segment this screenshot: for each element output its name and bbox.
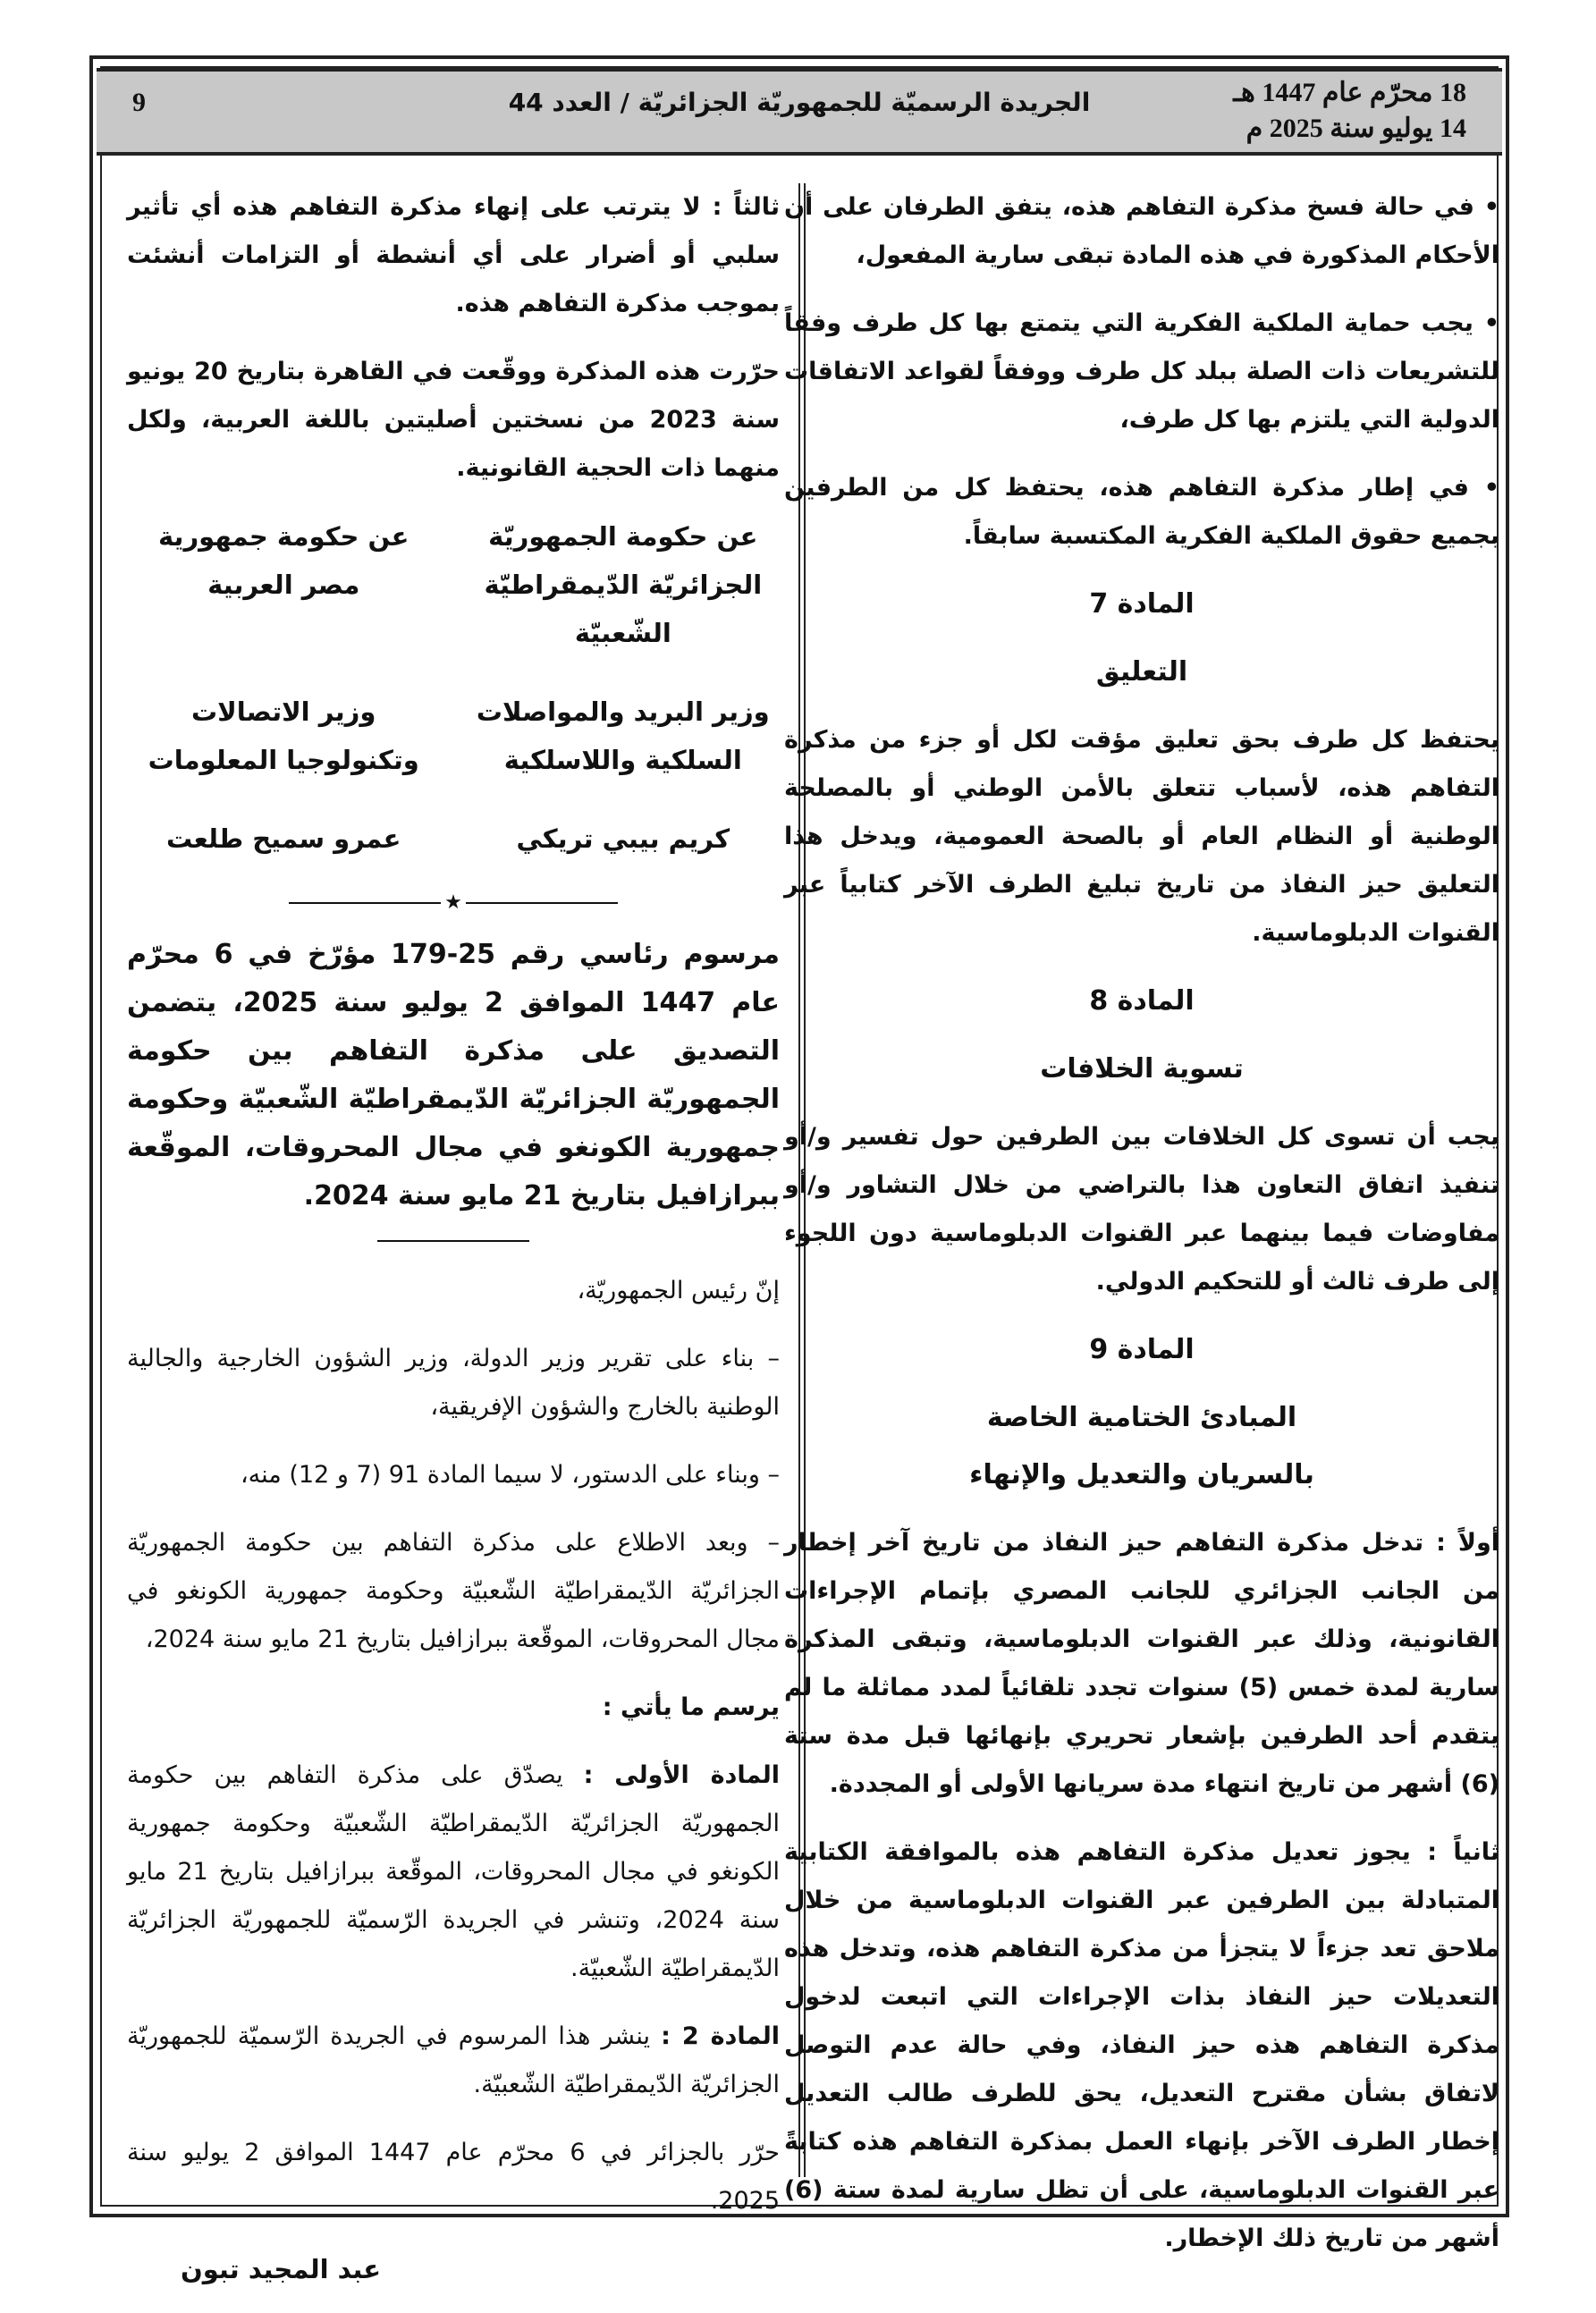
signatories-governments <box>127 512 780 657</box>
article-1-lead: المادة الأولى : <box>583 1761 780 1789</box>
article-9-number: المادة 9 <box>1089 1334 1195 1365</box>
signatory-algeria-minister: وزير البريد والمواصلات السلكية واللاسلكية <box>476 696 770 775</box>
right-column <box>784 183 1499 2283</box>
article-8-title: تسوية الخلافات <box>1040 1053 1244 1085</box>
decree-title: مرسوم رئاسي رقم 25-179 مؤرّخ في 6 محرّم عام 1447 الموافق 2 يوليو سنة 2025، يتضمن التصديق على مذكرة التفاهم بين حكومة الجمهوريّة الجزائريّة الدّيمقراطيّة الشّعبيّة وحكومة جمهورية الكونغو في مجال المحروقات، الموقّعة ببرازافيل بتاريخ 21 مايو سنة 2024. <box>127 939 780 1211</box>
article-1-text: يصدّق على مذكرة التفاهم بين حكومة الجمهوريّة الجزائريّة الدّيمقراطيّة الشّعبيّة وحكومة جمهورية الكونغو في مجال المحروقات، الموقّعة ببرازافيل بتاريخ 21 مايو سنة 2024، وتنشر في الجريدة الرّسميّة للجمهوريّة الجزائريّة الدّيمقراطيّة الشّعبيّة. <box>127 1761 780 1982</box>
president-intro: إنّ رئيس الجمهوريّة، <box>577 1277 780 1304</box>
clause-second-text: يجوز تعديل مذكرة التفاهم هذه بالموافقة الكتابية المتبادلة بين الطرفين عبر القنوات الدبلوماسية من خلال ملاحق تعد جزءاً لا يتجزأ من مذكرة التفاهم هذه، وتدخل هذه التعديلات حيز النفاذ بذات الإجراءات التي اتبعت لدخول مذكرة التفاهم هذه حيز النفاذ، وفي حالة عدم التوصل لاتفاق بشأن مقترح التعديل، يحق للطرف طالب التعديل إخطار الطرف الآخر بإنهاء العمل بمذكرة التفاهم هذه كتابةً عبر القنوات الدبلوماسية، على أن تظل سارية لمدة ستة (6) أشهر من تاريخ ذلك الإخطار. <box>784 1838 1499 2252</box>
signatory-algeria-gov: عن حكومة الجمهوريّة الجزائريّة الدّيمقراطيّة الشّعبيّة <box>484 521 763 648</box>
president-signature: عبد المجيد تبون <box>181 2254 382 2284</box>
star-divider <box>127 893 780 913</box>
left-column <box>127 183 780 2313</box>
clause-second <box>784 1828 1499 2263</box>
article-7-number: المادة 7 <box>1089 588 1195 620</box>
clause-third-lead: ثالثاً : <box>712 193 780 221</box>
article-9-title-2: بالسريان والتعديل والإنهاء <box>969 1459 1314 1490</box>
clause-third <box>127 183 780 328</box>
signatory-egypt-gov: عن حكومة جمهورية مصر العربية <box>157 521 410 600</box>
article-8-number: المادة 8 <box>1089 985 1195 1017</box>
article-2-text: ينشر هذا المرسوم في الجريدة الرّسميّة للجمهوريّة الجزائريّة الدّيمقراطيّة الشّعبيّة. <box>127 2022 780 2098</box>
visa-paragraph: – وبعد الاطلاع على مذكرة التفاهم بين حكومة الجمهوريّة الجزائريّة الدّيمقراطيّة الشّعبيّة وحكومة جمهورية الكونغو في مجال المحروقات، الموقّعة ببرازافيل بتاريخ 21 مايو سنة 2024، <box>127 1529 780 1653</box>
signatory-egypt-name: عمرو سميح طلعت <box>165 823 401 854</box>
visa-paragraph: – وبناء على الدستور، لا سيما المادة 91 (7 و 12) منه، <box>240 1461 780 1489</box>
clause-first-text: تدخل مذكرة التفاهم حيز النفاذ من تاريخ آخر إخطار من الجانب الجزائري للجانب المصري بإتمام الإجراءات القانونية، وذلك عبر القنوات الدبلوماسية، وتبقى المذكرة سارية لمدة خمس (5) سنوات تجدد تلقائياً لمدد مماثلة ما لم يتقدم أحد الطرفين بإشعار تحريري بإنهائها قبل مدة ستة (6) أشهر من تاريخ انتهاء مدة سريانها الأولى أو المجددة. <box>784 1529 1500 1798</box>
clause-second-lead: ثانياً : <box>1427 1838 1499 1866</box>
bullet-paragraph: • يجب حماية الملكية الفكرية التي يتمتع بها كل طرف وفقاً للتشريعات ذات الصلة ببلد كل طرف ووفقاً لقواعد الاتفاقات الدولية التي يلتزم بها كل طرف، <box>784 300 1499 444</box>
article-2 <box>127 2013 780 2109</box>
signatory-algeria-name: كريم بيبي تريكي <box>516 823 730 854</box>
divider-rule <box>377 1240 529 1242</box>
signatory-egypt-minister: وزير الاتصالات وتكنولوجيا المعلومات <box>148 696 419 775</box>
article-1 <box>127 1752 780 1993</box>
date-gregorian: 14 يوليو سنة 2025 م <box>1246 114 1466 143</box>
visa-paragraph: – بناء على تقرير وزير الدولة، وزير الشؤون الخارجية والجالية الوطنية بالخارج والشؤون الإفريقية، <box>127 1345 780 1421</box>
page-number: 9 <box>132 88 146 117</box>
done-at: حرّر بالجزائر في 6 محرّم عام 1447 الموافق 2 يوليو سنة 2025. <box>127 2139 780 2215</box>
page-header <box>97 68 1502 156</box>
signing-text: حرّرت هذه المذكرة ووقّعت في القاهرة بتاريخ 20 يونيو سنة 2023 من نسختين أصليتين باللغة العربية، ولكل منهما ذات الحجية القانونية. <box>127 358 780 482</box>
gazette-title: الجريدة الرسميّة للجمهوريّة الجزائريّة / العدد 44 <box>508 88 1091 117</box>
article-2-lead: المادة 2 : <box>661 2022 780 2050</box>
article-9-title-1: المبادئ الختامية الخاصة <box>986 1402 1297 1433</box>
bullet-paragraph: • في إطار مذكرة التفاهم هذه، يحتفظ كل من الطرفين بجميع حقوق الملكية الفكرية المكتسبة سابقاً. <box>784 464 1499 561</box>
clause-third-text: لا يترتب على إنهاء مذكرة التفاهم هذه أي تأثير سلبي أو أضرار على أي أنشطة أو التزامات أنشئت بموجب مذكرة التفاهم هذه. <box>127 193 780 317</box>
bullet-paragraph: • في حالة فسخ مذكرة التفاهم هذه، يتفق الطرفان على أن الأحكام المذكورة في هذه المادة تبقى سارية المفعول، <box>784 183 1499 280</box>
article-7-title: التعليق <box>1095 656 1188 688</box>
star-icon: ★ <box>444 891 462 914</box>
clause-first <box>784 1519 1499 1809</box>
article-8-text: يجب أن تسوى كل الخلافات بين الطرفين حول تفسير و/أو تنفيذ اتفاق التعاون هذا بالتراضي من خلال التشاور و/أو مفاوضات فيما بينهما عبر القنوات الدبلوماسية دون اللجوء إلى طرف ثالث أو للتحكيم الدولي. <box>784 1123 1499 1296</box>
clause-first-lead: أولاً : <box>1436 1529 1499 1557</box>
signatories-ministers <box>127 688 780 784</box>
decrees-heading: يرسم ما يأتي : <box>602 1693 780 1721</box>
article-7-text: يحتفظ كل طرف بحق تعليق مؤقت لكل أو جزء من مذكرة التفاهم هذه، لأسباب تتعلق بالأمن الوطني أو بالمصلحة الوطنية أو النظام العام أو بالصحة العمومية، ويدخل هذا التعليق حيز النفاذ من تاريخ تبليغ الطرف الآخر كتابياً عبر القنوات الدبلوماسية. <box>784 726 1499 947</box>
date-hijri: 18 محرّم عام 1447 هـ <box>1233 78 1466 107</box>
signatories-names <box>127 815 780 863</box>
